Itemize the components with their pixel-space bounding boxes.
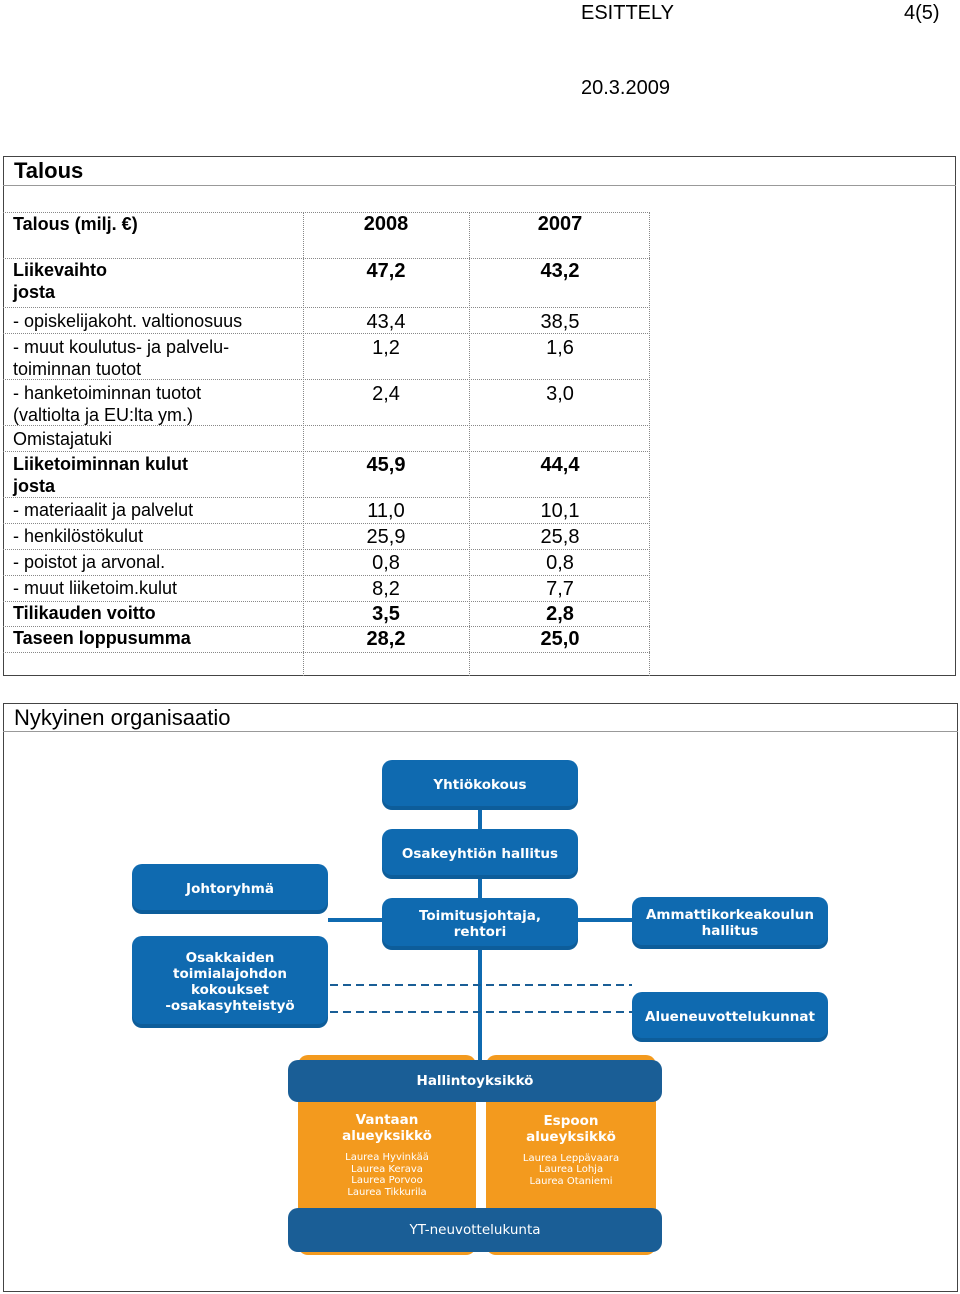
- node-label: YT-neuvottelukunta: [409, 1222, 541, 1238]
- node-alueneuvottelukunnat: [632, 992, 828, 1042]
- node-yt-neuvottelukunta: [288, 1208, 662, 1252]
- value-2007: 43,2: [540, 260, 580, 282]
- value-2008: 1,2: [372, 337, 400, 359]
- row-label: Omistajatuki: [13, 429, 113, 449]
- value-2008: 45,9: [366, 454, 406, 476]
- value-2008: 28,2: [366, 628, 406, 650]
- node-label: Osakeyhtiön hallitus: [401, 846, 559, 862]
- value-2008: 0,8: [372, 552, 400, 574]
- row-label: - opiskelijakoht. valtionosuus: [13, 311, 243, 331]
- node-espoo: [486, 1105, 656, 1195]
- value-2008: 47,2: [366, 260, 406, 282]
- row-label: - materiaalit ja palvelut: [13, 500, 194, 520]
- value-2007: 25,0: [540, 628, 580, 650]
- value-2007: 7,7: [546, 578, 574, 600]
- node-label: Yhtiökokous: [433, 777, 527, 793]
- row-label: Liikevaihto: [13, 260, 108, 280]
- node-label: alueyksikkö: [342, 1128, 432, 1144]
- value-2008: 8,2: [372, 578, 400, 600]
- document-date: 20.3.2009: [581, 77, 670, 99]
- node-label: Johtoryhmä: [186, 881, 274, 897]
- value-2007: 25,8: [540, 526, 580, 548]
- node-label: Alueneuvottelukunnat: [645, 1009, 815, 1025]
- node-hallintoyksikko: [288, 1060, 662, 1102]
- node-label: rehtori: [453, 924, 507, 940]
- row-label: Taseen loppusumma: [13, 628, 191, 648]
- node-label: toimialajohdon: [173, 966, 287, 982]
- value-2007: 10,1: [540, 500, 580, 522]
- row-label: Tilikauden voitto: [13, 603, 156, 623]
- row-label-sub: josta: [13, 282, 56, 302]
- node-osakkaat: [132, 936, 328, 1028]
- node-label: Vantaan: [355, 1112, 419, 1128]
- row-label: - henkilöstökulut: [13, 526, 144, 546]
- organisaatio-title: Nykyinen organisaatio: [14, 705, 231, 730]
- unit-label: Laurea Tikkurila: [347, 1186, 427, 1198]
- unit-label: Laurea Porvoo: [351, 1175, 423, 1186]
- row-label: - hanketoiminnan tuotot: [13, 383, 202, 403]
- node-amk-hallitus: [632, 897, 828, 949]
- unit-label: Laurea Lohja: [538, 1164, 604, 1176]
- node-label: Osakkaiden: [185, 950, 275, 966]
- node-toimitusjohtaja: [382, 898, 578, 950]
- node-label: Ammattikorkeakoulun: [645, 907, 814, 923]
- value-2008: 43,4: [366, 311, 406, 333]
- node-johtoryhma: [132, 864, 328, 914]
- page-number: 4(5): [904, 2, 940, 24]
- unit-label: Laurea Kerava: [351, 1163, 423, 1175]
- row-label-sub: toiminnan tuotot: [13, 359, 142, 379]
- node-label: alueyksikkö: [526, 1128, 616, 1145]
- column-header: 2008: [363, 213, 409, 235]
- row-label: - muut koulutus- ja palvelu-: [13, 337, 230, 357]
- unit-label: Laurea Hyvinkää: [345, 1152, 429, 1163]
- value-2007: 3,0: [546, 383, 574, 405]
- value-2007: 0,8: [546, 552, 574, 574]
- value-2008: 25,9: [366, 526, 406, 548]
- row-label: - muut liiketoim.kulut: [13, 578, 178, 598]
- unit-label: Laurea Leppävaara: [522, 1152, 620, 1164]
- node-osakeyhtion-hallitus: [382, 829, 578, 879]
- node-label: Toimitusjohtaja,: [418, 908, 542, 924]
- node-label: -osakasyhteistyö: [165, 998, 295, 1014]
- column-header: 2007: [537, 213, 583, 235]
- value-2008: 2,4: [372, 383, 400, 405]
- node-label: Espoon: [543, 1112, 599, 1129]
- document-type: ESITTELY: [581, 2, 674, 24]
- value-2008: 3,5: [372, 603, 400, 625]
- row-label-sub: (valtiolta ja EU:lta ym.): [13, 405, 194, 425]
- value-2008: 11,0: [367, 500, 405, 522]
- row-label: Liiketoiminnan kulut: [13, 454, 189, 474]
- value-2007: 2,8: [546, 603, 574, 625]
- value-2007: 1,6: [546, 337, 574, 359]
- row-label: - poistot ja arvonal.: [13, 552, 166, 572]
- row-label-sub: josta: [13, 476, 56, 496]
- value-2007: 38,5: [540, 311, 580, 333]
- talous-title: Talous: [14, 158, 84, 183]
- node-label: kokoukset: [190, 982, 269, 998]
- column-header: Talous (milj. €): [13, 214, 138, 234]
- value-2007: 44,4: [540, 454, 580, 476]
- node-vantaa: [298, 1105, 476, 1205]
- node-label: Hallintoyksikkö: [416, 1073, 534, 1089]
- node-yhtiokokous: [382, 760, 578, 810]
- unit-label: Laurea Otaniemi: [529, 1175, 613, 1187]
- node-label: hallitus: [701, 923, 759, 939]
